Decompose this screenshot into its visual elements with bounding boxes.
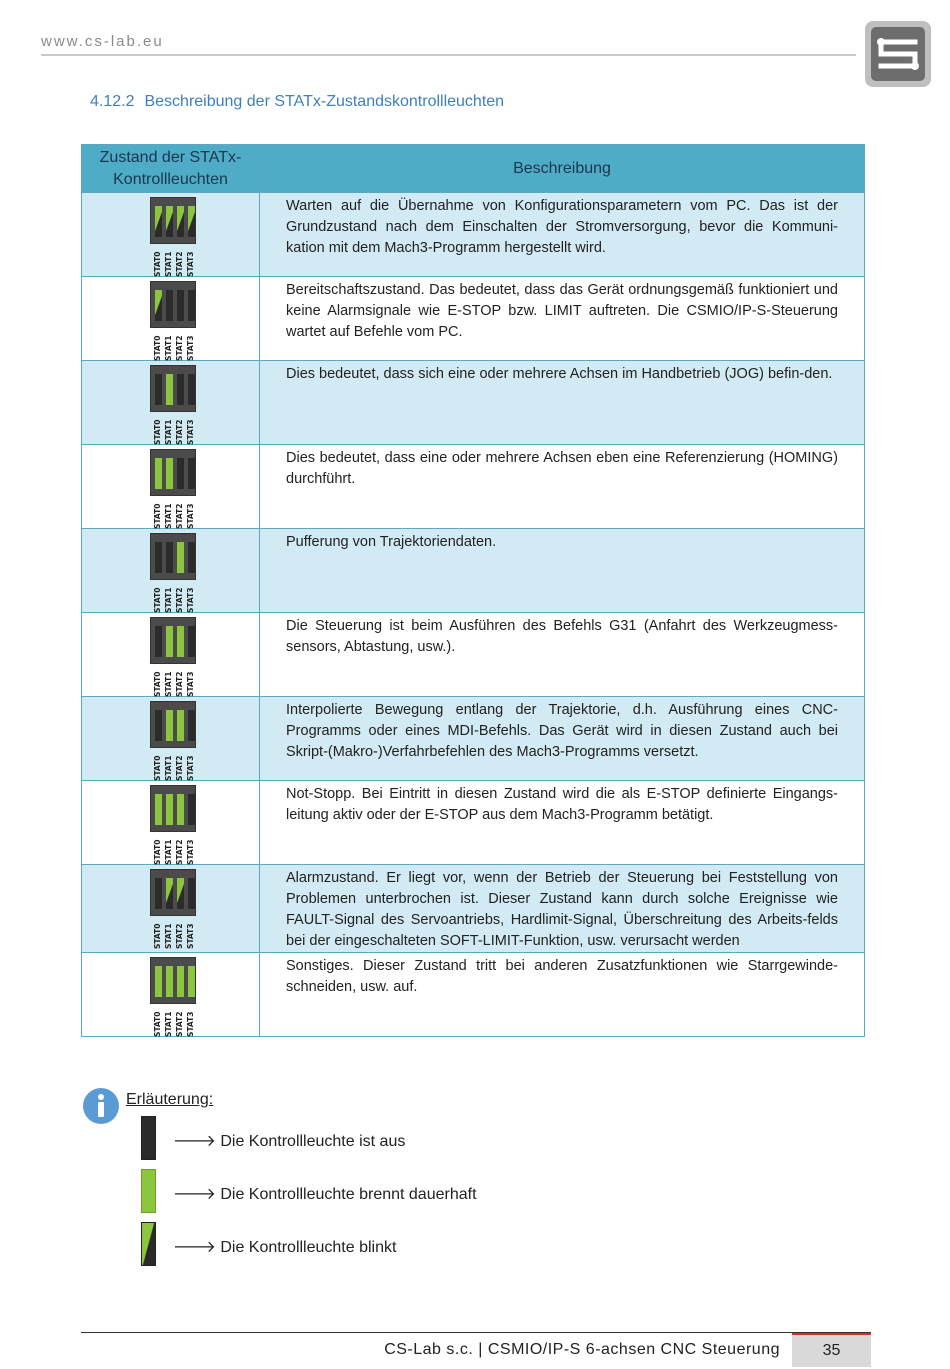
led-stat2-off <box>177 290 184 321</box>
led-label: STAT1 <box>164 251 173 277</box>
led-stat2-blink <box>177 206 184 237</box>
led-label: STAT2 <box>175 251 184 277</box>
column-header-description: Beschreibung <box>260 145 865 193</box>
legend-text-blink: 🡒 Die Kontrollleuchte blinkt <box>173 1239 397 1256</box>
led-stat3-off <box>188 626 195 657</box>
table-row <box>82 613 865 697</box>
description-cell: Pufferung von Trajektoriendaten. <box>260 529 865 613</box>
led-state-cell <box>82 193 260 277</box>
description-cell: Dies bedeutet, dass eine oder mehrere Achsen eben eine Referenzierung (HOMING) durchführt. <box>260 445 865 529</box>
led-state-cell <box>82 865 260 953</box>
led-state-cell <box>82 953 260 1037</box>
led-stat0-off <box>155 626 162 657</box>
led-stat2-blink <box>177 878 184 909</box>
led-label: STAT2 <box>175 503 184 529</box>
column-header-state: Zustand der STATx-Kontrollleuchten <box>82 145 260 193</box>
led-stat2-on <box>177 626 184 657</box>
led-label: STAT2 <box>175 419 184 445</box>
led-stat0-blink <box>155 290 162 321</box>
page-number: 35 <box>792 1333 871 1367</box>
led-state-cell <box>82 697 260 781</box>
led-stat2-on <box>177 542 184 573</box>
led-on-swatch <box>141 1169 156 1213</box>
led-label: STAT3 <box>186 923 195 949</box>
table-row <box>82 361 865 445</box>
led-label: STAT1 <box>164 587 173 613</box>
led-label: STAT0 <box>153 839 162 865</box>
led-stat0-off <box>155 878 162 909</box>
description-cell: Sonstiges. Dieser Zustand tritt bei anderen Zusatzfunktionen wie Starrgewinde-schneiden, usw. auf. <box>260 953 865 1037</box>
led-housing <box>150 785 196 832</box>
led-label: STAT0 <box>153 1011 162 1037</box>
led-stat3-off <box>188 794 195 825</box>
led-label: STAT2 <box>175 587 184 613</box>
led-label: STAT0 <box>153 587 162 613</box>
footer-text: CS-Lab s.c. | CSMIO/IP-S 6-achsen CNC Steuerung <box>384 1341 780 1358</box>
led-labels <box>149 835 197 865</box>
led-labels <box>149 415 197 445</box>
led-label: STAT0 <box>153 335 162 361</box>
led-housing <box>150 281 196 328</box>
led-label: STAT2 <box>175 923 184 949</box>
led-label: STAT3 <box>186 839 195 865</box>
led-housing <box>150 197 196 244</box>
led-label: STAT3 <box>186 755 195 781</box>
led-label: STAT1 <box>164 335 173 361</box>
led-stat3-off <box>188 458 195 489</box>
led-panel <box>149 785 197 865</box>
led-label: STAT1 <box>164 923 173 949</box>
site-url[interactable]: www.cs-lab.eu <box>41 33 164 50</box>
led-housing <box>150 617 196 664</box>
table-row <box>82 193 865 277</box>
led-stat1-on <box>166 374 173 405</box>
legend-text-off: 🡒 Die Kontrollleuchte ist aus <box>173 1133 406 1150</box>
led-stat3-off <box>188 374 195 405</box>
led-stat2-on <box>177 710 184 741</box>
led-labels <box>149 667 197 697</box>
led-label: STAT3 <box>186 419 195 445</box>
description-cell: Interpolierte Bewegung entlang der Trajektorie, d.h. Ausführung eines CNC-Programms oder eines MDI-Befehls. Das Gerät wird in diesen Zustand auch bei Skript-(Makro-)Verfahrbefehlen des Mach3-Programms versetzt. <box>260 697 865 781</box>
table-header-row <box>82 145 865 193</box>
led-label: STAT0 <box>153 503 162 529</box>
info-icon <box>82 1087 120 1125</box>
led-panel <box>149 365 197 445</box>
led-panel <box>149 533 197 613</box>
table-row <box>82 529 865 613</box>
led-stat3-off <box>188 710 195 741</box>
led-stat2-on <box>177 794 184 825</box>
led-stat1-off <box>166 542 173 573</box>
description-cell: Dies bedeutet, dass sich eine oder mehrere Achsen im Handbetrieb (JOG) befin-den. <box>260 361 865 445</box>
led-stat1-on <box>166 966 173 997</box>
led-label: STAT1 <box>164 503 173 529</box>
led-state-cell <box>82 781 260 865</box>
table-row <box>82 781 865 865</box>
led-label: STAT3 <box>186 1011 195 1037</box>
led-label: STAT1 <box>164 839 173 865</box>
led-panel <box>149 617 197 697</box>
led-labels <box>149 499 197 529</box>
led-housing <box>150 957 196 1004</box>
led-panel <box>149 957 197 1037</box>
led-labels <box>149 919 197 949</box>
led-stat1-on <box>166 710 173 741</box>
led-label: STAT0 <box>153 755 162 781</box>
led-stat2-on <box>177 966 184 997</box>
led-labels <box>149 1007 197 1037</box>
description-cell: Bereitschaftszustand. Das bedeutet, dass das Gerät ordnungsgemäß funktioniert und keine Alarmsignale wie E-STOP bzw. LIMIT auftreten. Die CSMIO/IP-S-Steuerung wartet auf Befehle vom PC. <box>260 277 865 361</box>
led-state-cell <box>82 361 260 445</box>
led-stat1-on <box>166 626 173 657</box>
led-label: STAT1 <box>164 419 173 445</box>
led-stat1-on <box>166 458 173 489</box>
table-row <box>82 697 865 781</box>
led-state-cell <box>82 445 260 529</box>
led-labels <box>149 247 197 277</box>
led-housing <box>150 533 196 580</box>
description-cell: Die Steuerung ist beim Ausführen des Befehls G31 (Anfahrt des Werkzeugmess-sensors, Abtastung, usw.). <box>260 613 865 697</box>
led-label: STAT0 <box>153 251 162 277</box>
led-label: STAT3 <box>186 503 195 529</box>
table-row <box>82 953 865 1037</box>
led-stat2-off <box>177 458 184 489</box>
led-label: STAT3 <box>186 251 195 277</box>
led-label: STAT1 <box>164 671 173 697</box>
led-panel <box>149 449 197 529</box>
section-heading <box>90 93 504 111</box>
description-cell: Warten auf die Übernahme von Konfigurationsparametern vom PC. Das ist der Grundzustand nach dem Einschalten der Stromversorgung, bevor die Kommuni-kation mit dem Mach3-Programm hergestellt wird. <box>260 193 865 277</box>
led-stat0-off <box>155 374 162 405</box>
header-divider <box>41 54 856 56</box>
led-labels <box>149 751 197 781</box>
led-state-cell <box>82 613 260 697</box>
status-led-table <box>81 144 865 1037</box>
led-off-swatch <box>141 1116 156 1160</box>
led-blink-swatch <box>141 1222 156 1266</box>
led-label: STAT3 <box>186 587 195 613</box>
led-stat1-off <box>166 290 173 321</box>
section-number: 4.12.2 <box>90 93 135 110</box>
description-cell: Alarmzustand. Er liegt vor, wenn der Betrieb der Steuerung bei Feststellung von Problemen unterbrochen ist. Dieser Zustand kann durch solche Ereignisse wie FAULT-Signal des Servoantriebs, Hardlimit-Signal, Überschreitung des Arbeits-felds bei der eingeschalteten SOFT-LIMIT-Funktion, usw. verursacht werden <box>260 865 865 953</box>
led-stat0-on <box>155 794 162 825</box>
led-housing <box>150 869 196 916</box>
led-label: STAT2 <box>175 671 184 697</box>
led-label: STAT1 <box>164 755 173 781</box>
led-stat1-blink <box>166 878 173 909</box>
led-label: STAT0 <box>153 923 162 949</box>
led-stat2-off <box>177 374 184 405</box>
led-label: STAT2 <box>175 839 184 865</box>
led-panel <box>149 701 197 781</box>
footer-divider <box>81 1332 871 1333</box>
led-state-cell <box>82 529 260 613</box>
led-panel <box>149 197 197 277</box>
led-labels <box>149 331 197 361</box>
led-stat3-off <box>188 542 195 573</box>
section-title-text: Beschreibung der STATx-Zustandskontrollleuchten <box>144 93 505 110</box>
led-stat1-on <box>166 794 173 825</box>
led-stat3-blink <box>188 206 195 237</box>
description-cell: Not-Stopp. Bei Eintritt in diesen Zustand wird die als E-STOP definierte Eingangs-leitung aktiv oder der E-STOP aus dem Mach3-Programm betätigt. <box>260 781 865 865</box>
led-stat1-blink <box>166 206 173 237</box>
legend-title: Erläuterung: <box>126 1091 214 1108</box>
led-panel <box>149 869 197 949</box>
led-stat3-on <box>188 966 195 997</box>
led-label: STAT1 <box>164 1011 173 1037</box>
table-body <box>82 193 865 1037</box>
led-label: STAT3 <box>186 335 195 361</box>
led-label: STAT0 <box>153 671 162 697</box>
led-label: STAT2 <box>175 1011 184 1037</box>
led-labels <box>149 583 197 613</box>
table-row <box>82 445 865 529</box>
led-stat0-off <box>155 542 162 573</box>
led-stat0-on <box>155 458 162 489</box>
led-stat0-off <box>155 710 162 741</box>
led-state-cell <box>82 277 260 361</box>
led-label: STAT2 <box>175 755 184 781</box>
table-row <box>82 865 865 953</box>
led-stat3-off <box>188 878 195 909</box>
legend-text-on: 🡒 Die Kontrollleuchte brennt dauerhaft <box>173 1186 477 1203</box>
led-stat0-blink <box>155 206 162 237</box>
led-panel <box>149 281 197 361</box>
cs-lab-logo-icon <box>864 20 932 88</box>
led-housing <box>150 365 196 412</box>
led-stat0-on <box>155 966 162 997</box>
led-label: STAT0 <box>153 419 162 445</box>
table-row <box>82 277 865 361</box>
led-label: STAT2 <box>175 335 184 361</box>
led-housing <box>150 701 196 748</box>
led-stat3-off <box>188 290 195 321</box>
led-label: STAT3 <box>186 671 195 697</box>
led-housing <box>150 449 196 496</box>
